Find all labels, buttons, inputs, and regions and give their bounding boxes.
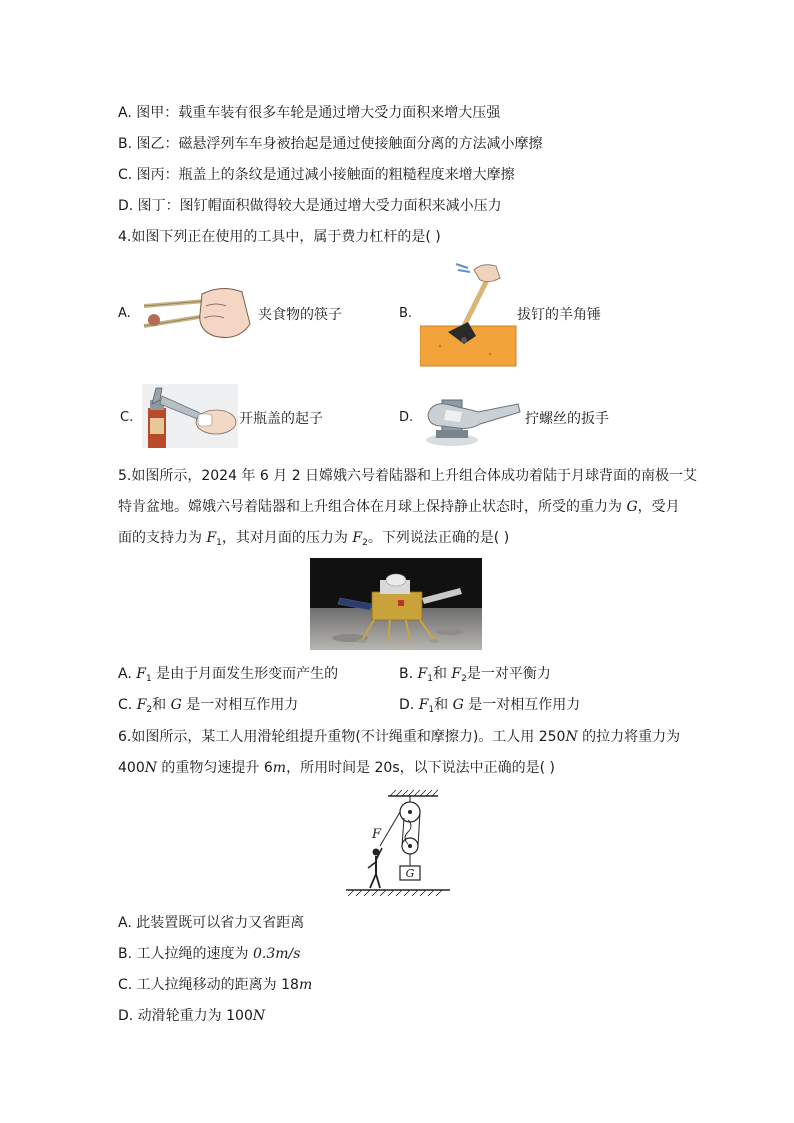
wrench-image xyxy=(422,390,522,450)
q5-stem-line-2: 特肯盆地。嫦娥六号着陆器和上升组合体在月球上保持静止状态时，所受的重力为 G，受月 xyxy=(118,499,680,515)
q5-option-a: A. $F_1$ 是由于月面发生形变而产生的 xyxy=(118,666,339,684)
q3-option-d: D. 图丁：图钉帽面积做得较大是通过增大受力面积来减小压力 xyxy=(118,198,502,214)
pulley-system-diagram xyxy=(340,786,460,898)
q4-d-text: 拧螺丝的扳手 xyxy=(525,411,609,427)
q6-stem-line-2: 400N 的重物匀速提升 6m，所用时间是 20s，以下说法中正确的是( ) xyxy=(118,760,556,776)
q5-option-b: B. $F_1$和 $F_2$是一对平衡力 xyxy=(399,666,551,684)
q5-option-d: D. $F_1$和 G 是一对相互作用力 xyxy=(399,697,581,715)
q3-option-b: B. 图乙：磁悬浮列车车身被抬起是通过使接触面分离的方法减小摩擦 xyxy=(118,136,543,152)
q4-b-text: 拔钉的羊角锤 xyxy=(517,307,601,323)
q5-stem-line-3: 面的支持力为 $F_1$，其对月面的压力为 $F_2$。下列说法正确的是( ) xyxy=(118,530,510,548)
q3-option-a: A. 图甲：载重车装有很多车轮是通过增大受力面积来增大压强 xyxy=(118,105,501,121)
chopsticks-image xyxy=(142,284,252,346)
q4-c-label: C. xyxy=(120,410,134,425)
q4-a-text: 夹食物的筷子 xyxy=(258,307,342,323)
force-label: F xyxy=(372,827,382,842)
q5-stem-line-1: 5.如图所示，2024 年 6 月 2 日嫦娥六号着陆器和上升组合体成功着陆于月球背面的南极一艾 xyxy=(118,468,698,484)
q6-stem-line-1: 6.如图所示，某工人用滑轮组提升重物(不计绳重和摩擦力)。工人用 250N 的拉力将重力为 xyxy=(118,729,681,745)
q6-option-d: D. 动滑轮重力为 100N xyxy=(118,1008,266,1024)
q4-d-label: D. xyxy=(399,410,414,425)
q3-option-c: C. 图丙：瓶盖上的条纹是通过减小接触面的粗糙程度来增大摩擦 xyxy=(118,167,515,183)
claw-hammer-image xyxy=(420,262,518,368)
q6-option-b: B. 工人拉绳的速度为 0.3m/s xyxy=(118,946,301,962)
q4-a-label: A. xyxy=(118,306,131,321)
q6-option-a: A. 此装置既可以省力又省距离 xyxy=(118,915,305,931)
q4-stem: 4.如图下列正在使用的工具中，属于费力杠杆的是( ) xyxy=(118,229,441,245)
lunar-lander-image xyxy=(310,558,482,650)
q4-c-text: 开瓶盖的起子 xyxy=(239,411,323,427)
q4-b-label: B. xyxy=(399,306,413,321)
bottle-opener-image xyxy=(142,384,238,448)
q5-option-c: C. $F_2$和 G 是一对相互作用力 xyxy=(118,697,299,715)
q6-option-c: C. 工人拉绳移动的距离为 18m xyxy=(118,977,313,993)
weight-label: G xyxy=(405,867,415,880)
